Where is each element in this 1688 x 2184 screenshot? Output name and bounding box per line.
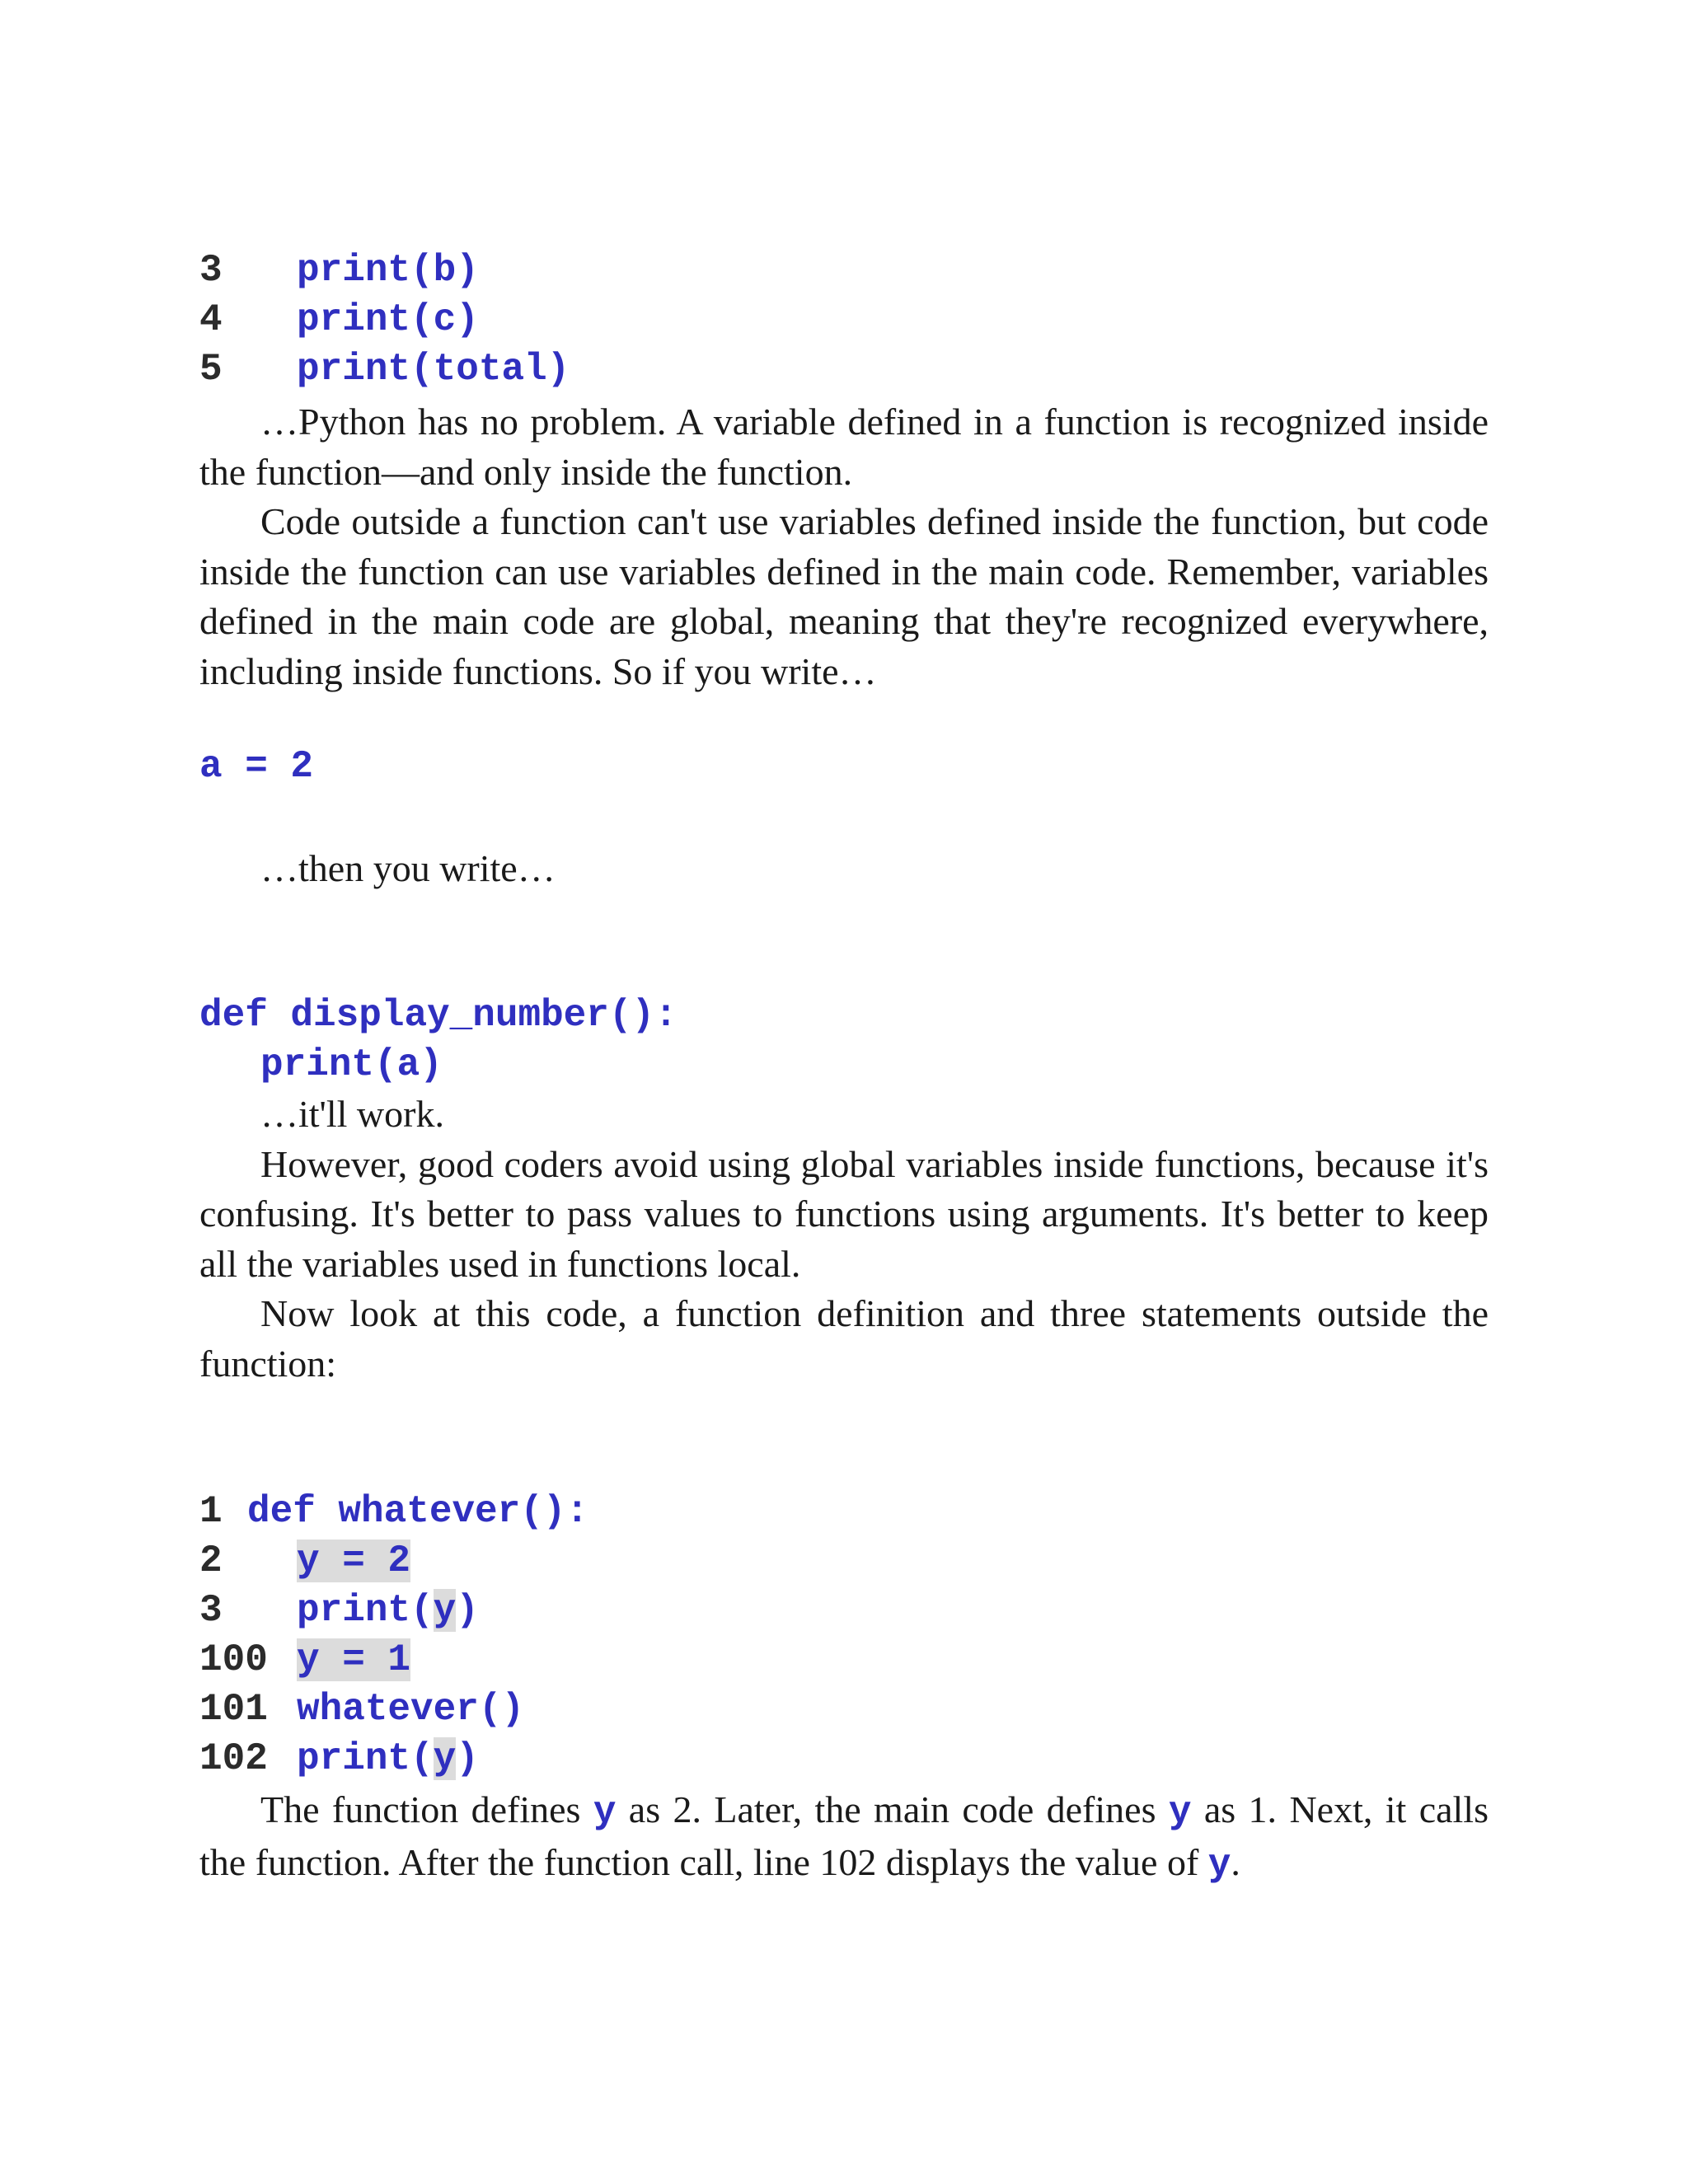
code-text: print(total) [297, 348, 570, 391]
paragraph: …Python has no problem. A variable defined in a function is recognized inside the function—and only inside the function. [199, 401, 1489, 493]
code-line [199, 344, 570, 394]
paragraph: …then you write… [260, 847, 556, 889]
text: as 1. Next, it calls the function. After the function call, line 102 displays the value of [199, 1788, 1489, 1883]
text: . [1231, 1840, 1240, 1883]
prose-section-3 [199, 1090, 1489, 1389]
code-line [199, 1487, 588, 1536]
code-line [199, 1734, 588, 1783]
prose-section-2 [199, 844, 1489, 894]
highlighted-variable: y [433, 1737, 457, 1780]
code-line [199, 1586, 588, 1635]
line-number: 1 [199, 1490, 223, 1533]
code-line [199, 1536, 588, 1586]
code-text: def whatever(): [247, 1490, 589, 1533]
code-line [199, 246, 570, 295]
inline-code: y [1168, 1791, 1192, 1834]
paragraph: Now look at this code, a function definition and three statements outside the function: [199, 1292, 1489, 1385]
paragraph: Code outside a function can't use variables defined inside the function, but code inside the function can use variables defined in the main code. Remember, variables defined in the main code are global, meaning that they're recognized everywhere, including inside functions. So if you write… [199, 500, 1489, 692]
code-line [199, 295, 570, 344]
highlighted-code: y = 1 [297, 1638, 411, 1681]
code-text: print( [297, 1737, 434, 1780]
code-text: ) [456, 1737, 479, 1780]
line-number: 100 [199, 1638, 268, 1681]
code-text: print(b) [297, 249, 479, 292]
code-line [199, 1685, 588, 1734]
text: The function defines [260, 1788, 593, 1830]
paragraph: …it'll work. [260, 1093, 444, 1135]
code-text: ) [456, 1589, 479, 1632]
code-text: def display_number(): [199, 994, 678, 1037]
highlighted-variable: y [433, 1589, 457, 1632]
line-number: 101 [199, 1688, 268, 1731]
line-number: 4 [199, 298, 223, 341]
line-number: 102 [199, 1737, 268, 1780]
prose-section-1 [199, 397, 1489, 696]
line-number: 2 [199, 1540, 223, 1582]
code-block-2 [199, 742, 313, 791]
code-text: print(c) [297, 298, 479, 341]
text: as 2. Later, the main code defines [616, 1788, 1169, 1830]
line-number: 5 [199, 348, 223, 391]
code-line [199, 1635, 588, 1685]
inline-code: y [1207, 1843, 1231, 1886]
code-line [199, 1040, 678, 1090]
paragraph [199, 1785, 1489, 1890]
prose-section-4 [199, 1785, 1489, 1890]
highlighted-code: y = 2 [297, 1540, 411, 1582]
code-text: a = 2 [199, 745, 314, 788]
code-line [199, 991, 678, 1040]
code-text: print( [297, 1589, 434, 1632]
code-text: print(a) [260, 1043, 443, 1086]
line-number: 3 [199, 249, 223, 292]
code-text: whatever() [297, 1688, 525, 1731]
paragraph: However, good coders avoid using global variables inside functions, because it's confusing. It's better to pass values to functions using arguments. It's better to keep all the variables used in functions local. [199, 1142, 1489, 1285]
inline-code: y [593, 1791, 617, 1834]
line-number: 3 [199, 1589, 223, 1632]
